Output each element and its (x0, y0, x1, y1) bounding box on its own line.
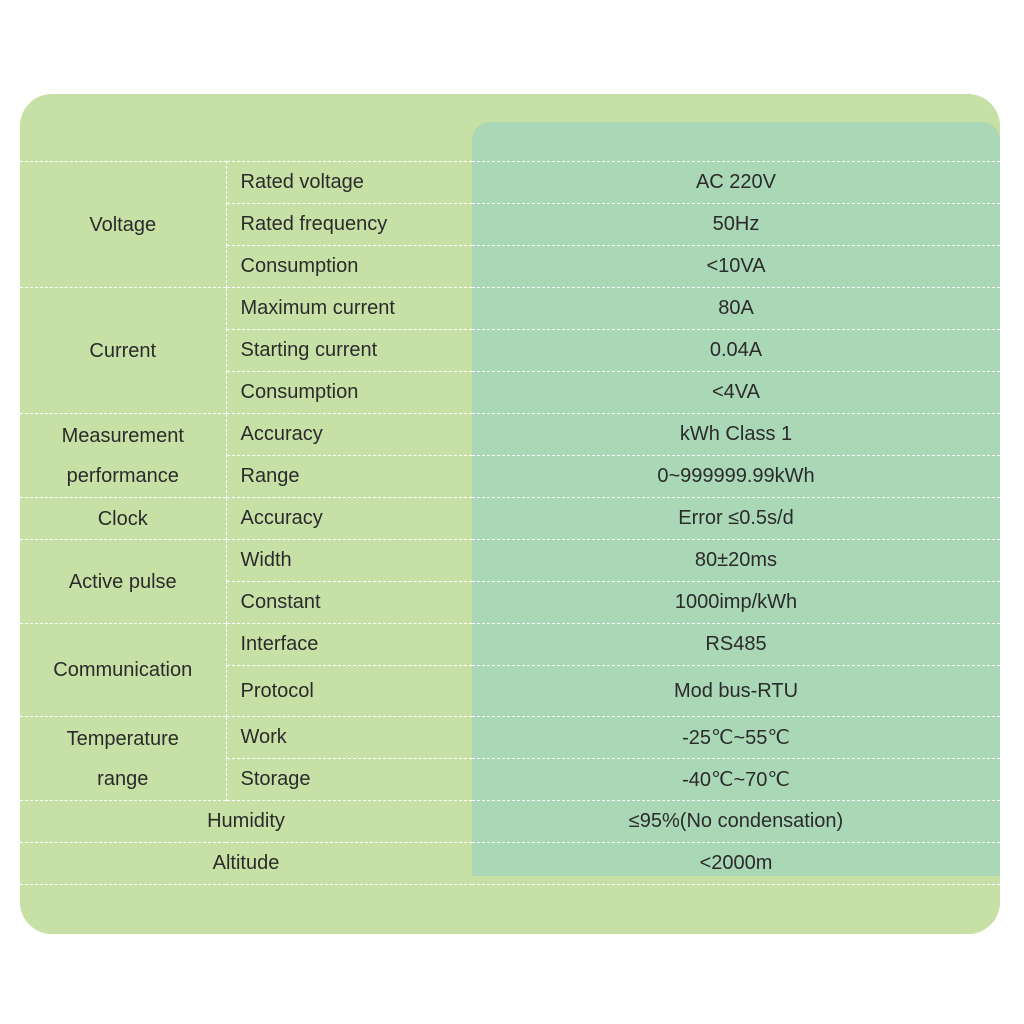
table-row (20, 288, 1000, 330)
param-value: 80A (472, 288, 1000, 330)
spec-card (20, 94, 1000, 934)
row-label-altitude: Altitude (20, 843, 472, 885)
param-label: Accuracy (226, 498, 472, 540)
group-voltage: Voltage (20, 162, 226, 288)
table-row (20, 162, 1000, 204)
group-measurement-performance (20, 414, 226, 498)
param-label: Width (226, 540, 472, 582)
group-temperature-range (20, 717, 226, 801)
param-label: Maximum current (226, 288, 472, 330)
param-value: <4VA (472, 372, 1000, 414)
param-label: Consumption (226, 246, 472, 288)
param-value: kWh Class 1 (472, 414, 1000, 456)
param-value: RS485 (472, 624, 1000, 666)
param-value: AC 220V (472, 162, 1000, 204)
param-label: Starting current (226, 330, 472, 372)
param-label: Consumption (226, 372, 472, 414)
group-line: performance (66, 464, 179, 487)
param-value: 0.04A (472, 330, 1000, 372)
param-value: -40℃~70℃ (472, 759, 1000, 801)
group-line: range (97, 767, 149, 790)
param-label: Accuracy (226, 414, 472, 456)
param-label: Protocol (226, 666, 472, 717)
param-value: 80±20ms (472, 540, 1000, 582)
param-label: Storage (226, 759, 472, 801)
param-value: 50Hz (472, 204, 1000, 246)
param-value: 0~999999.99kWh (472, 456, 1000, 498)
group-current: Current (20, 288, 226, 414)
param-label: Rated voltage (226, 162, 472, 204)
row-label-humidity: Humidity (20, 801, 472, 843)
param-label: Rated frequency (226, 204, 472, 246)
param-value: ≤95%(No condensation) (472, 801, 1000, 843)
param-value: Error ≤0.5s/d (472, 498, 1000, 540)
table-row (20, 843, 1000, 885)
param-label: Constant (226, 582, 472, 624)
param-value: <2000m (472, 843, 1000, 885)
table-row (20, 717, 1000, 759)
param-label: Range (226, 456, 472, 498)
param-value: 1000imp/kWh (472, 582, 1000, 624)
table-row (20, 540, 1000, 582)
table-row (20, 801, 1000, 843)
param-label: Interface (226, 624, 472, 666)
param-value: Mod bus-RTU (472, 666, 1000, 717)
param-label: Work (226, 717, 472, 759)
spec-table (20, 161, 1000, 885)
group-clock: Clock (20, 498, 226, 540)
table-row (20, 624, 1000, 666)
param-value: <10VA (472, 246, 1000, 288)
param-value: -25℃~55℃ (472, 717, 1000, 759)
group-line: Measurement (61, 424, 184, 447)
group-line: Temperature (66, 727, 179, 750)
group-communication: Communication (20, 624, 226, 717)
table-row (20, 414, 1000, 456)
table-row (20, 498, 1000, 540)
group-active-pulse: Active pulse (20, 540, 226, 624)
